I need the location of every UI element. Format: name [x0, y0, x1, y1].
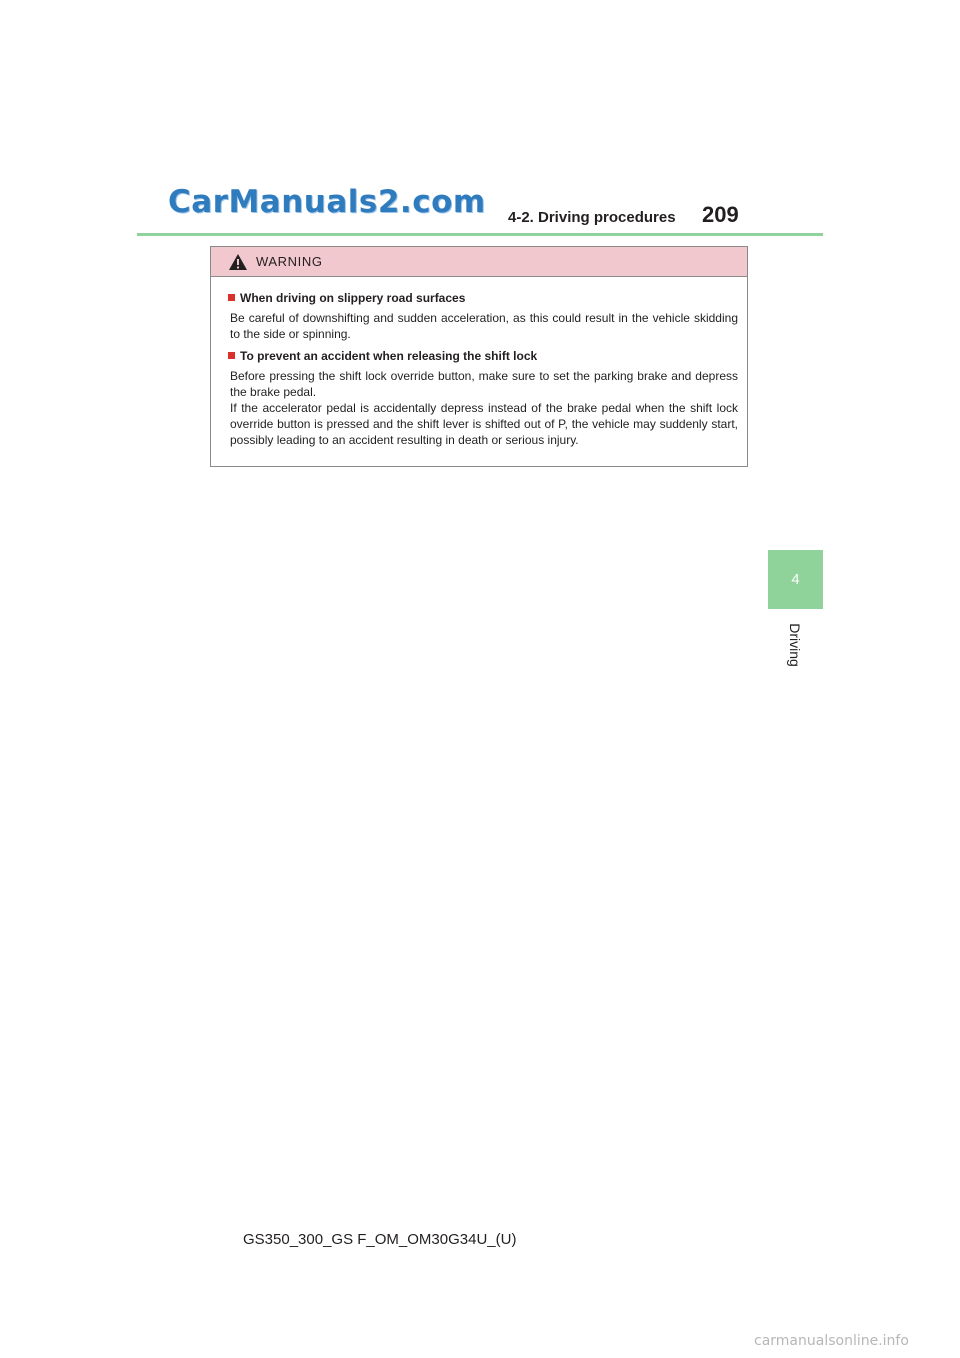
page-number: 209: [702, 202, 739, 227]
carmanuals2-watermark: CarManuals2.com: [168, 184, 486, 220]
warning-triangle-icon: [228, 253, 248, 271]
warning-item-heading-text: To prevent an accident when releasing the shift lock: [240, 349, 538, 363]
carmanualsonline-watermark: carmanualsonline.info: [754, 1333, 909, 1349]
warning-item-heading: [228, 290, 738, 306]
warning-item-heading: [228, 348, 738, 364]
warning-item-text: Before pressing the shift lock override button, make sure to set the parking brake and depress the brake pedal.: [230, 369, 738, 399]
chapter-tab-number: 4: [791, 571, 800, 588]
chapter-tab-label-text: Driving: [786, 623, 803, 667]
warning-item: [228, 290, 738, 342]
document-code: GS350_300_GS F_OM_OM30G34U_(U): [243, 1231, 517, 1248]
warning-body: [211, 277, 747, 448]
warning-title: WARNING: [256, 254, 323, 269]
warning-item-text: If the accelerator pedal is accidentally depress instead of the brake pedal when the shift lock override button is pressed and the shift lever is shifted out of P, the vehicle may suddenly start, possibly leading to an accident resulting in death or serious injury.: [230, 401, 738, 447]
section-title: 4-2. Driving procedures: [508, 209, 676, 226]
chapter-tab-label: [770, 615, 820, 675]
warning-item-heading-text: When driving on slippery road surfaces: [240, 291, 466, 305]
warning-item-text: Be careful of downshifting and sudden acceleration, as this could result in the vehicle skidding to the side or spinning.: [230, 311, 738, 341]
warning-box: [210, 246, 748, 467]
warning-item: [228, 348, 738, 448]
square-bullet-icon: [228, 294, 235, 301]
header-divider: [137, 233, 823, 236]
warning-header: [211, 247, 747, 277]
square-bullet-icon: [228, 352, 235, 359]
